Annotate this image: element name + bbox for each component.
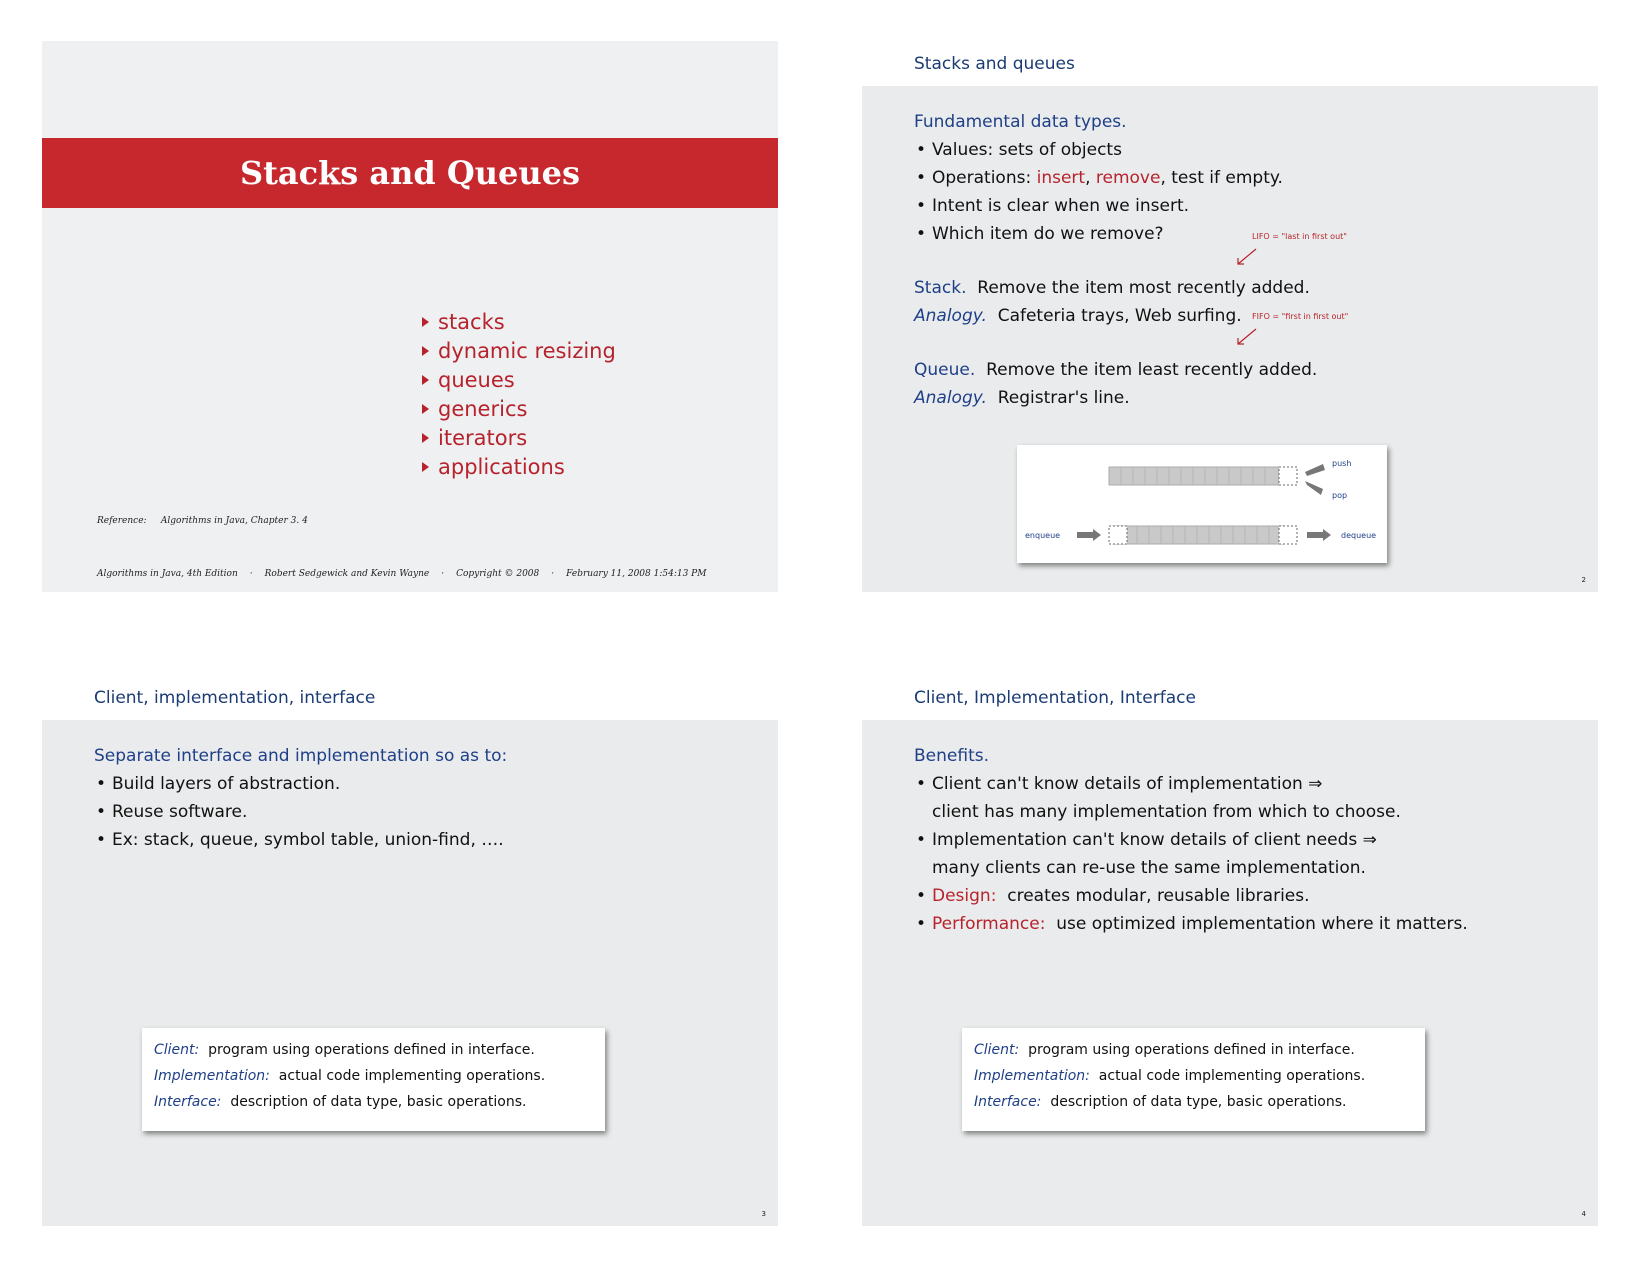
page-number: 2: [1581, 576, 1586, 584]
definition-box: [962, 1028, 1425, 1131]
footer-copyright: Copyright © 2008: [456, 569, 540, 579]
page-number: 4: [1581, 1210, 1586, 1218]
performance-label: Performance:: [932, 914, 1046, 934]
stack-queue-diagram: [1017, 445, 1387, 563]
slide-client-impl-interface: [42, 675, 778, 1226]
lifo-note: LIFO = "last in first out": [1252, 232, 1347, 241]
lifo-arrow-icon: [1232, 246, 1262, 270]
design-label: Design:: [932, 886, 997, 906]
performance-text: use optimized implementation where it matters.: [1056, 914, 1468, 934]
bullet: • Intent is clear when we insert.: [914, 192, 1317, 220]
footer-date: February 11, 2008 1:54:13 PM: [566, 569, 707, 579]
stack-text: Remove the item most recently added.: [977, 278, 1310, 298]
definition-term: Implementation:: [154, 1068, 270, 1084]
definition-term: Client:: [154, 1042, 200, 1058]
definition-text: program using operations defined in interface.: [208, 1042, 535, 1058]
footer: Algorithms in Java, 4th Edition · Robert Sedgewick and Kevin Wayne · Copyright © 2008 · February 11, 2008 1:54:13 PM: [97, 569, 707, 579]
definition-row: [974, 1042, 1355, 1058]
lead-text: Benefits.: [914, 746, 989, 766]
toc-item: dynamic resizing: [422, 337, 616, 366]
slide-heading: Client, implementation, interface: [94, 688, 376, 708]
bullet-continuation: client has many implementation from which to choose.: [932, 802, 1401, 822]
design-text: creates modular, reusable libraries.: [1007, 886, 1310, 906]
title-banner: [42, 138, 778, 208]
definition-text: program using operations defined in interface.: [1028, 1042, 1355, 1058]
toc-item: applications: [422, 453, 616, 482]
push-label: push: [1332, 459, 1352, 468]
slide-stacks-queues: [862, 41, 1598, 592]
analogy-label: Analogy.: [914, 388, 987, 408]
definition-text: actual code implementing operations.: [278, 1068, 546, 1084]
analogy-text: Registrar's line.: [997, 388, 1130, 408]
analogy-label: Analogy.: [914, 306, 987, 326]
definition-text: description of data type, basic operations.: [230, 1094, 527, 1110]
definition-row: [974, 1068, 1365, 1084]
bullet: • Build layers of abstraction.: [94, 770, 507, 798]
reference-label: Reference:: [97, 516, 147, 526]
definition-term: Client:: [974, 1042, 1020, 1058]
toc-item: stacks: [422, 308, 616, 337]
queue-def: [914, 356, 1317, 384]
definition-row: [154, 1042, 535, 1058]
reference-text: Algorithms in Java, Chapter 3. 4: [160, 516, 308, 526]
page-number: 3: [761, 1210, 766, 1218]
reference-line: [97, 516, 308, 526]
definition-row: [154, 1068, 545, 1084]
slide-header: [42, 675, 778, 720]
definition-term: Implementation:: [974, 1068, 1090, 1084]
pop-label: pop: [1332, 491, 1348, 500]
stack-def: [914, 274, 1317, 302]
definition-box: [142, 1028, 605, 1131]
slide-header: [862, 675, 1598, 720]
fifo-note: FIFO = "first in first out": [1252, 312, 1349, 321]
slide-header: [862, 41, 1598, 86]
bullet: • Which item do we remove?: [914, 220, 1317, 248]
toc-item: queues: [422, 366, 616, 395]
ops-comma: ,: [1085, 168, 1096, 188]
definition-term: Interface:: [974, 1094, 1042, 1110]
definition-row: [154, 1094, 526, 1110]
slide-client-impl-interface-benefits: [862, 675, 1598, 1226]
bullet: [914, 882, 1468, 910]
footer-book: Algorithms in Java, 4th Edition: [97, 569, 238, 579]
stack-label: Stack.: [914, 278, 967, 298]
definition-text: description of data type, basic operations.: [1050, 1094, 1347, 1110]
bullet: [914, 910, 1468, 938]
ops-suffix: , test if empty.: [1160, 168, 1283, 188]
ops-insert: insert: [1036, 168, 1086, 188]
bullet: • Client can't know details of implementation ⇒: [914, 770, 1468, 798]
queue-text: Remove the item least recently added.: [986, 360, 1318, 380]
bullet: [914, 164, 1317, 192]
dequeue-label: dequeue: [1341, 531, 1377, 540]
table-of-contents: [422, 308, 616, 482]
definition-text: actual code implementing operations.: [1098, 1068, 1366, 1084]
slide-heading: Client, Implementation, Interface: [914, 688, 1196, 708]
analogy-queue: [914, 384, 1317, 412]
slide-title-text: Stacks and Queues: [239, 154, 581, 192]
slide-heading: Stacks and queues: [914, 54, 1075, 74]
bullet: • Reuse software.: [94, 798, 507, 826]
fifo-arrow-icon: [1232, 326, 1262, 350]
lead-text: Fundamental data types.: [914, 112, 1127, 132]
ops-remove: remove: [1095, 168, 1161, 188]
definition-term: Interface:: [154, 1094, 222, 1110]
slide-title: [42, 41, 778, 592]
definition-row: [974, 1094, 1346, 1110]
slide-body: [914, 742, 1468, 938]
bullet-continuation: many clients can re-use the same implementation.: [932, 858, 1366, 878]
bullet: • Ex: stack, queue, symbol table, union-find, ….: [94, 826, 507, 854]
bullet: • Implementation can't know details of client needs ⇒: [914, 826, 1468, 854]
lead-text: Separate interface and implementation so as to:: [94, 746, 508, 766]
toc-item: generics: [422, 395, 616, 424]
ops-prefix: Operations:: [932, 168, 1037, 188]
enqueue-label: enqueue: [1025, 531, 1061, 540]
bullet: • Values: sets of objects: [914, 136, 1317, 164]
footer-authors: Robert Sedgewick and Kevin Wayne: [264, 569, 430, 579]
analogy-text: Cafeteria trays, Web surfing.: [997, 306, 1242, 326]
toc-item: iterators: [422, 424, 616, 453]
slide-body: [94, 742, 507, 854]
queue-label: Queue.: [914, 360, 976, 380]
